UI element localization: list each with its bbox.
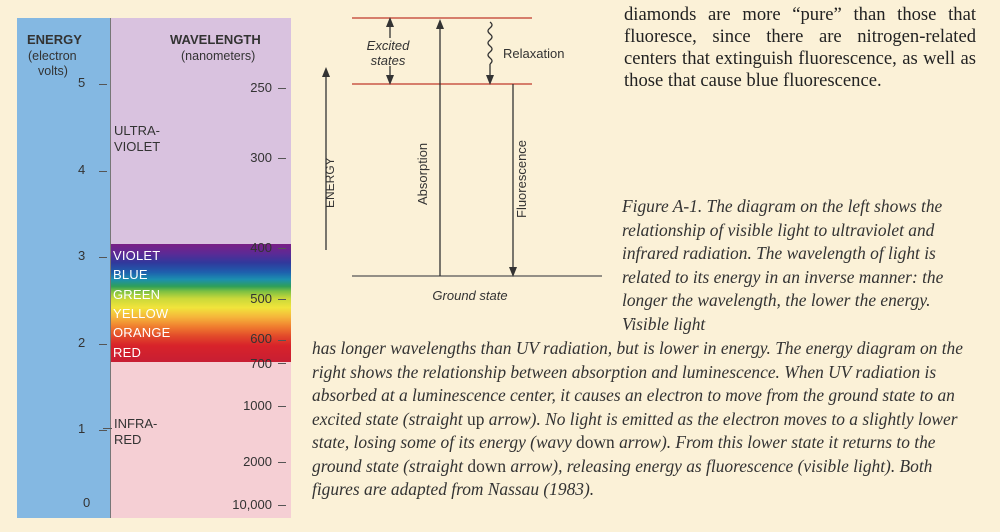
energy-axis-label: ENERGY [323,157,337,208]
energy-subheader-2: volts) [38,64,68,78]
wavelength-tick-label: 600 [250,331,272,346]
wavelength-subheader: (nanometers) [181,49,256,63]
energy-tick-label: 5 [78,75,86,90]
wavelength-tick-label: 400 [250,240,272,255]
visible-label-blue: BLUE [113,267,148,282]
wavelength-tick [278,363,286,364]
caption-part: arrow), releasing energy as fluorescence (visible light). Both figures are adapted from Nassau (1983). [312,455,933,499]
caption-down-word: down [467,455,507,476]
uv-label-line2: VIOLET [114,139,161,154]
energy-column [17,18,111,518]
visible-label-red: RED [113,345,142,360]
relaxation-wavy-line [488,22,492,64]
energy-tick [99,344,107,345]
energy-tick-label: 4 [78,162,86,177]
wavelength-tick-label: 300 [250,150,272,165]
ir-label-line2: RED [114,432,142,447]
energy-level-diagram [310,0,610,320]
energy-header: ENERGY [27,32,82,47]
absorption-label: Absorption [415,142,430,205]
column-divider [110,18,111,518]
caption-down-word: down [576,432,615,452]
excited-states-label-1: Excited [366,38,410,53]
energy-tick-label: 2 [78,335,86,350]
wavelength-header: WAVELENGTH [170,32,261,47]
caption-up-word: up [467,408,485,429]
visible-label-violet: VIOLET [113,248,161,263]
wavelength-tick-label: 10,000 [232,497,272,512]
ground-state-label: Ground state [432,288,508,303]
energy-tick-label: 3 [78,248,86,263]
figure-caption-top: Figure A-1. The diagram on the left shows the relationship of visible light to ultraviolet and infrared radiation. The wavelength of light is related to its energy in an inverse manner: the longer the wavelength, the lower the energy. Visible light [622,196,944,334]
spectrum-figure [0,0,292,532]
wavelength-tick [278,340,286,341]
energy-tick [99,430,107,431]
wavelength-tick [278,248,286,249]
wavelength-tick [278,299,286,300]
visible-label-yellow: YELLOW [113,306,169,321]
figure-caption-bottom [312,337,984,502]
visible-label-orange: ORANGE [113,325,171,340]
fluorescence-label: Fluorescence [514,139,529,218]
energy-tick [99,171,107,172]
wavelength-tick-label: 2000 [243,454,272,469]
energy-tick [99,84,107,85]
wavelength-tick [278,88,286,89]
body-paragraph: diamonds are more “pure” than those that fluoresce, since there are nitrogen-related centers that extinguish fluorescence, as well as those that cause blue fluorescence. [624,4,976,91]
caption-part: has longer wavelengths than UV radiation, but is lower in energy. The energy diagram on the right shows the relationship between absorption and luminescence. When UV radiation is absorbed at a luminescence center, it causes an electron to move from the ground state to an excited state (straight [312,338,963,429]
ir-label-tick [103,428,112,429]
energy-tick-label: 1 [78,421,86,436]
wavelength-tick-label: 500 [250,291,272,306]
wavelength-tick-label: 700 [250,356,272,371]
wavelength-tick [278,406,286,407]
energy-subheader-1: (electron [28,49,77,63]
wavelength-tick [278,505,286,506]
relaxation-label: Relaxation [503,46,565,61]
ir-label-line1: INFRA- [114,416,158,431]
excited-states-label-2: states [370,53,406,68]
wavelength-tick-label: 250 [250,80,272,95]
wavelength-tick-label: 1000 [243,398,272,413]
wavelength-tick [278,462,286,463]
uv-label-line1: ULTRA- [114,123,160,138]
visible-label-green: GREEN [113,287,161,302]
wavelength-tick [278,158,286,159]
caption-part: arrow). From this lower state it returns to the ground state (straight [312,432,936,476]
energy-tick-label: 0 [83,495,91,510]
caption-part: arrow). No light is emitted as the electron moves to a slightly lower state, losing some of its energy (wavy [312,408,958,452]
energy-tick [99,257,107,258]
